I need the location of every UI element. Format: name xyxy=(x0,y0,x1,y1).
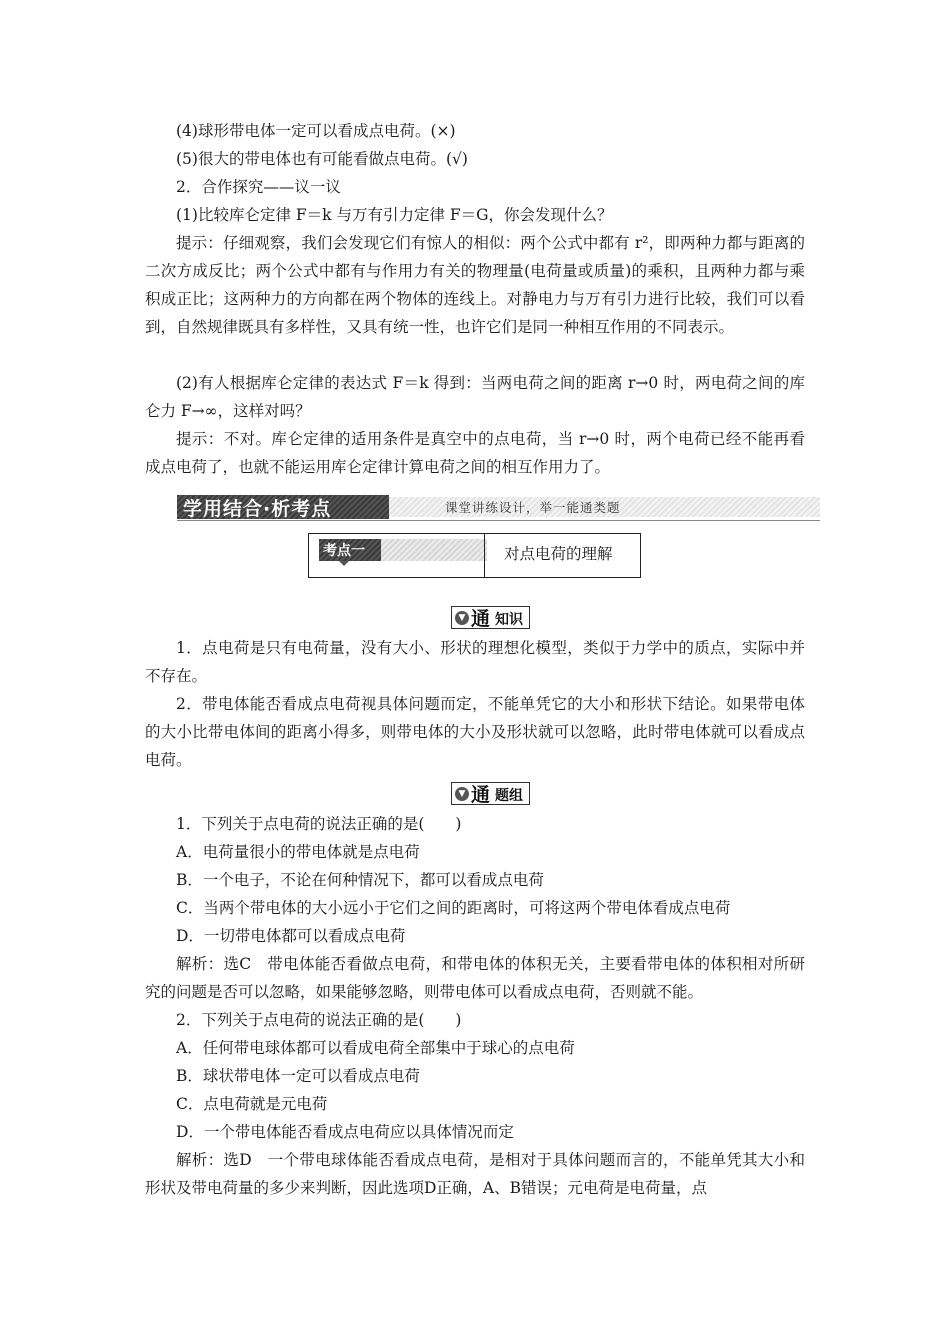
statement-4: (4)球形带电体一定可以看成点电荷。(×) xyxy=(176,122,456,140)
q2-stem: 2．下列关于点电荷的说法正确的是( ) xyxy=(176,1011,462,1029)
chevron-down-icon: ▼ xyxy=(455,787,469,801)
chevron-down-icon: ▼ xyxy=(455,611,469,625)
badge-tong-zhishi xyxy=(451,606,530,629)
q2-option-d: D．一个带电体能否看成点电荷应以具体情况而定 xyxy=(176,1123,514,1141)
banner-title: 学用结合·析考点 xyxy=(183,498,332,520)
badge-small-text: 题组 xyxy=(495,788,523,804)
banner-subtitle: 课堂讲练设计，举一能通类题 xyxy=(445,500,621,515)
kaodian-tag xyxy=(319,539,487,561)
badge-big-char: 通 xyxy=(471,784,491,806)
q1-option-a: A．电荷量很小的带电体就是点电荷 xyxy=(176,843,420,861)
question-2: (2)有人根据库仑定律的表达式 F＝k 得到：当两电荷之间的距离 r→0 时，两电荷之间的库仑力 F→∞，这样对吗？ xyxy=(145,374,805,420)
q1-option-d: D．一切带电体都可以看成点电荷 xyxy=(176,927,406,945)
q2-option-b: B．球状带电体一定可以看成点电荷 xyxy=(176,1067,420,1085)
kaodian-box xyxy=(308,533,641,578)
q2-option-c: C．点电荷就是元电荷 xyxy=(176,1095,328,1113)
section-heading-cooperative-inquiry: 2．合作探究——议一议 xyxy=(176,178,341,196)
answer-1: 提示：仔细观察，我们会发现它们有惊人的相似：两个公式中都有 r²，即两种力都与距离的二次方成反比；两个公式中都有与作用力有关的物理量(电荷量或质量)的乘积，且两种力都与乘积成正比；这两种力的方向都在两个物体的连线上。对静电力与万有引力进行比较，我们可以看到，自然规律既具有多样性，又具有统一性，也许它们是同一种相互作用的不同表示。 xyxy=(145,234,805,336)
q2-analysis: 解析：选D 一个带电球体能否看成点电荷，是相对于具体问题而言的，不能单凭其大小和形状及带电荷量的多少来判断，因此选项D正确，A、B错误；元电荷是电荷量，点 xyxy=(145,1151,805,1197)
badge-big-char: 通 xyxy=(471,608,491,630)
q1-option-c: C．当两个带电体的大小远小于它们之间的距离时，可将这两个带电体看成点电荷 xyxy=(176,899,731,917)
kaodian-title: 对点电荷的理解 xyxy=(504,545,613,563)
q2-option-a: A．任何带电球体都可以看成电荷全部集中于球心的点电荷 xyxy=(176,1039,575,1057)
q1-analysis: 解析：选C 带电体能否看做点电荷，和带电体的体积无关，主要看带电体的体积相对所研究的问题是否可以忽略，如果能够忽略，则带电体可以看成点电荷，否则就不能。 xyxy=(145,955,805,1001)
badge-small-text: 知识 xyxy=(495,612,523,628)
knowledge-point-2: 2．带电体能否看成点电荷视具体问题而定，不能单凭它的大小和形状下结论。如果带电体的大小比带电体间的距离小得多，则带电体的大小及形状就可以忽略，此时带电体就可以看成点电荷。 xyxy=(145,695,805,769)
statement-5: (5)很大的带电体也有可能看做点电荷。(√) xyxy=(176,150,468,168)
badge-tong-tizu xyxy=(451,782,530,805)
kaodian-tag-label: 考点一 xyxy=(323,543,365,559)
q1-stem: 1．下列关于点电荷的说法正确的是( ) xyxy=(176,815,462,833)
q1-option-b: B．一个电子，不论在何种情况下，都可以看成点电荷 xyxy=(176,871,544,889)
answer-2: 提示：不对。库仑定律的适用条件是真空中的点电荷，当 r→0 时，两个电荷已经不能再看成点电荷了，也就不能运用库仑定律计算电荷之间的相互作用力了。 xyxy=(145,430,805,476)
tag-notch-icon xyxy=(339,561,349,566)
knowledge-point-1: 1．点电荷是只有电荷量，没有大小、形状的理想化模型，类似于力学中的质点，实际中并不存在。 xyxy=(145,639,805,685)
banner-rule xyxy=(177,520,820,521)
section-banner xyxy=(177,495,820,521)
question-1: (1)比较库仑定律 F＝k 与万有引力定律 F＝G，你会发现什么？ xyxy=(176,206,613,224)
